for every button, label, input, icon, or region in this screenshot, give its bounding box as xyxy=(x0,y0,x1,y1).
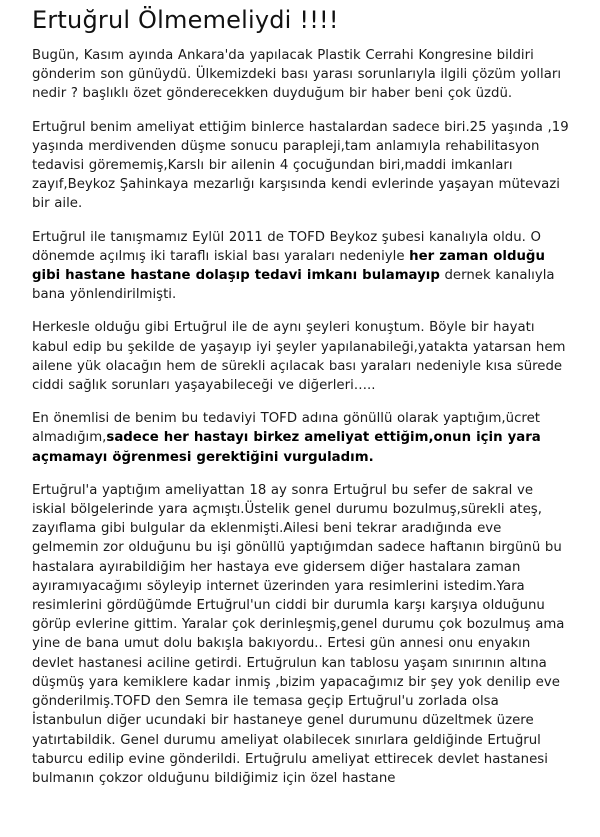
paragraph-text: dernek kanalıyla bana yönlendirilmişti. xyxy=(32,268,555,303)
paragraph-text: En önemlisi de benim bu tedaviyi TOFD adına gönüllü olarak yaptığım,ücret almadığım, xyxy=(32,411,540,446)
paragraph-text: Ertuğrul ile tanışmamız Eylül 2011 de TOFD Beykoz şubesi kanalıyla oldu. O dönemde açılmış iki taraflı iskial bası yaraları nedeniyle xyxy=(32,229,541,264)
paragraph-text: Herkesle olduğu gibi Ertuğrul ile de aynı şeyleri konuştum. Böyle bir hayatı kabul edip bu şekilde de yaşayıp iyi şeyler yapılanabileği,yatakta yatarsan hem ailene yük olacağın hem de sürekli açılacak bası yaraları nedeniyle kısa sürede ciddi sağlık sorunları yaşayabileceği ve diğerleri….. xyxy=(32,320,566,394)
bold-emphasis: ,onun için yara xyxy=(428,430,541,446)
paragraph-2 xyxy=(32,118,570,214)
paragraph-text: Bugün, Kasım ayında Ankara'da yapılacak Plastik Cerrahi Kongresine bildiri gönderim son günüydü. Ülkemizdeki bası yarası sorunlarıyla ilgili çözüm yolları nedir ? başlıklı özet gönderecekken duyduğum bir haber beni çok üzdü. xyxy=(32,48,562,102)
bold-emphasis: açmamayı öğrenmesi gerektiğini vurguladım. xyxy=(32,449,374,465)
bold-emphasis: sadece her hastayı birkez ameliyat ettiğim xyxy=(106,430,429,446)
paragraph-6 xyxy=(32,481,570,788)
paragraph-5 xyxy=(32,409,570,467)
paragraph-text: Ertuğrul'a yaptığım ameliyattan 18 ay sonra Ertuğrul bu sefer de sakral ve iskial bölgelerinde yara açmıştı.Üstelik genel durumu bozulmuş,sürekli ateş, zayıflama gibi bulgular da eklenmişti.Ailesi beni tekrar aradığında eve gelmemin zor olduğunu bu işi gönüllü yaptığımdan sadece haftanın birgünü bu hastalara ayırabildiğim her hastaya eve gidersem diğer hastalara zaman ayıramıyacağımı söyleyip internet üzerinden yara resimlerini istedim.Yara resimlerini gördüğümde Ertuğrul'un ciddi bir durumla karşı karşıya olduğunu görüp evlerine gittim. Yaralar çok derinleşmiş,genel durumu çok bozulmuş ama yine de bana umut dolu bakışla bakıyordu.. Ertesi gün annesi onu enyakın devlet hastanesi aciline getirdi. Ertuğrulun kan tablosu yaşam sınırının altına düşmüş yara kemiklere kadar inmiş ,bizim yapacağımız bir şey yok denilip eve gönderilmiş.TOFD den Semra ile temasa geçip Ertuğrul'u zorlada olsa İstanbulun diğer ucundaki bir hastaneye genel durumunu düzeltmek üzere yatırtabildik. Genel durumu ameliyat olabilecek sınırlara geldiğinde Ertuğrul taburcu edilip evine gönderildi. Ertuğrulu ameliyat ettirecek devlet hastanesi bulmanın çokzor olduğunu bildiğimiz için özel hastane xyxy=(32,482,565,786)
document-title: Ertuğrul Ölmemeliydi !!!! xyxy=(32,6,339,34)
bold-emphasis: her zaman olduğu gibi hastane hastane dolaşıp tedavi imkanı bulamayıp xyxy=(32,248,545,284)
paragraph-3 xyxy=(32,228,570,305)
paragraph-1 xyxy=(32,46,570,104)
paragraph-4 xyxy=(32,318,570,395)
paragraph-text: Ertuğrul benim ameliyat ettiğim binlerce hastalardan sadece biri.25 yaşında ,19 yaşında merdivenden düşme sonucu parapleji,tam anlamıyla rehabilitasyon tedavisi görememiş,Karslı bir ailenin 4 çocuğundan biri,maddi imkanları zayıf,Beykoz Şahinkaya mezarlığı karşısında kendi evlerinde yaşayan mütevazi bir aile. xyxy=(32,119,569,212)
